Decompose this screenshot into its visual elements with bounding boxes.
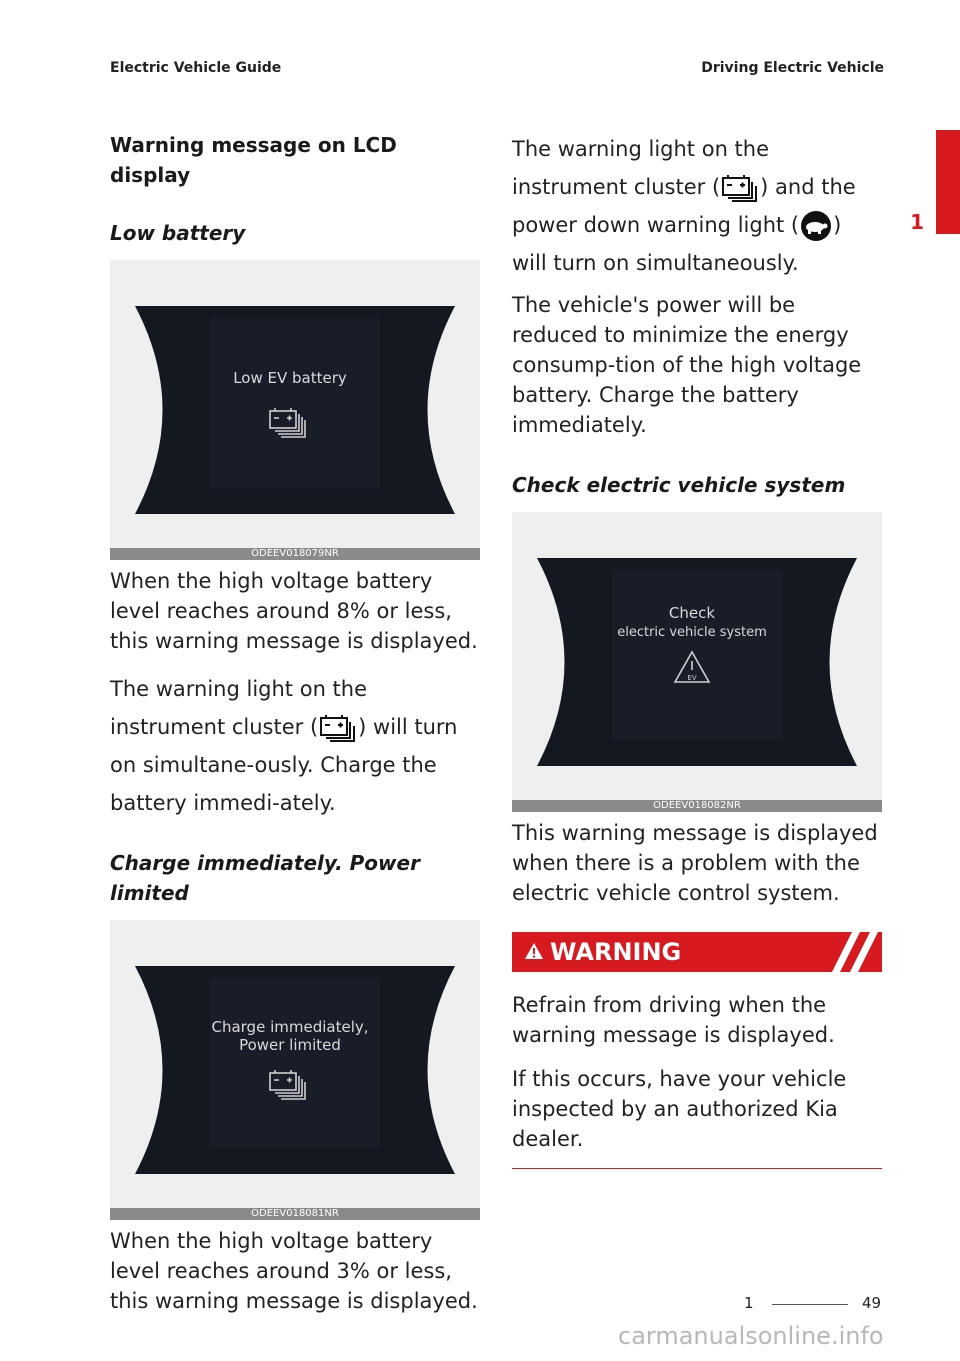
screen-message-line1: Charge immediately, — [211, 1018, 369, 1036]
low-battery-figure — [110, 260, 480, 560]
header-guide-title: Electric Vehicle Guide — [110, 60, 282, 76]
para-text: The warning light on the instrument cluster ( — [512, 137, 770, 199]
warning-light-para — [512, 130, 882, 282]
para-text: The warning light on the instrument cluster ( — [110, 677, 368, 739]
figure-label: ODEEV018079NR — [110, 548, 480, 560]
low-battery-title: Low battery — [110, 221, 246, 245]
watermark: carmanualsonline.info — [618, 1322, 884, 1350]
lcd-screen-check-ev — [512, 512, 882, 812]
section-title: Warning message on LCD display — [110, 133, 397, 187]
ev-icon-text: EV — [687, 674, 697, 682]
power-reduced-para: The vehicle's power will be reduced to minimize the energy consump-tion of the high voltage battery. Charge the battery immediately. — [512, 293, 862, 437]
para-text: ) will turn on simultane-ously. Charge the battery immedi-ately. — [110, 715, 458, 815]
footer-divider — [772, 1304, 848, 1305]
check-ev-title: Check electric vehicle system — [512, 473, 846, 497]
figure-label: ODEEV018081NR — [110, 1208, 480, 1220]
right-column — [512, 130, 882, 1169]
check-ev-para: This warning message is displayed when there is a problem with the electric vehicle control system. — [512, 821, 878, 905]
battery-icon — [319, 713, 357, 743]
screen-message-line2: electric vehicle system — [617, 625, 767, 640]
para-text: ) will turn on simultaneously. — [512, 213, 842, 275]
left-column — [110, 130, 480, 1330]
warning-para2: If this occurs, have your vehicle inspected by an authorized Kia dealer. — [512, 1067, 847, 1151]
figure-label: ODEEV018082NR — [512, 800, 882, 812]
screen-message: Low EV battery — [233, 369, 347, 387]
power-down-turtle-icon — [800, 210, 832, 242]
check-ev-figure — [512, 512, 882, 812]
para-text: ) and the power down warning light ( — [512, 175, 856, 237]
warning-triangle-icon — [524, 942, 544, 960]
charge-immediately-title: Charge immediately. Power limited — [110, 851, 420, 905]
charge-immediately-figure — [110, 920, 480, 1220]
warning-label: WARNING — [550, 938, 682, 966]
low-battery-para1: When the high voltage battery level reaches around 8% or less, this warning message is displayed. — [110, 569, 478, 653]
warning-end-rule — [512, 1168, 882, 1169]
lcd-screen-charge-immediately — [110, 920, 480, 1220]
charge-immediately-para: When the high voltage battery level reaches around 3% or less, this warning message is displayed. — [110, 1229, 478, 1313]
chapter-tab-number: 1 — [910, 210, 924, 234]
footer-page-number: 49 — [862, 1294, 882, 1312]
low-battery-para2 — [110, 670, 480, 822]
screen-message-line2: Power limited — [239, 1036, 341, 1054]
lcd-screen-low-battery — [110, 260, 480, 560]
footer-chapter-number: 1 — [744, 1294, 754, 1312]
warning-stripes — [822, 932, 882, 972]
screen-message-line1: Check — [668, 604, 716, 622]
header-section-title: Driving Electric Vehicle — [701, 60, 884, 76]
warning-banner — [512, 932, 882, 972]
battery-icon — [721, 173, 759, 203]
warning-para1: Refrain from driving when the warning message is displayed. — [512, 993, 835, 1047]
chapter-tab — [936, 130, 960, 234]
